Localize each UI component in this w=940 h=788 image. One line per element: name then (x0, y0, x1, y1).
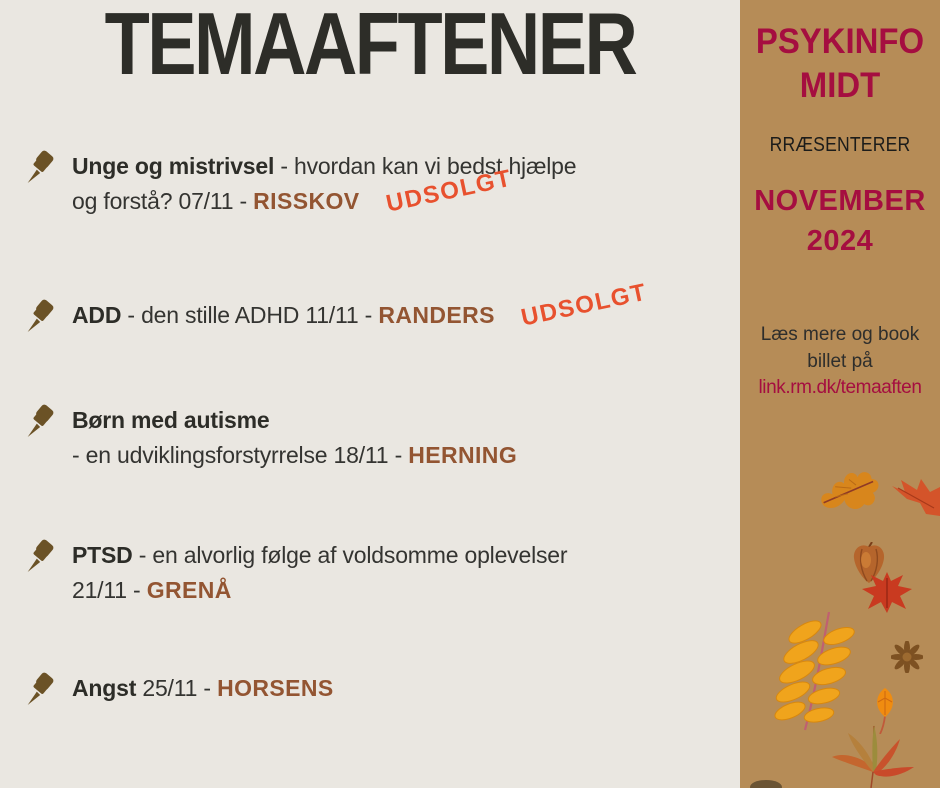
brand-title (746, 20, 934, 108)
month-title (740, 181, 940, 261)
event-date: og forstå? 07/11 - (72, 188, 254, 214)
pushpin-icon (26, 150, 56, 186)
maple-leaf-icon (860, 570, 914, 614)
event-item-add (26, 278, 650, 335)
event-location: HERNING (408, 442, 518, 468)
soldout-badge: UDSOLGT (518, 278, 650, 332)
event-date: 21/11 - (72, 577, 147, 603)
month-line2: 2024 (806, 225, 874, 257)
event-text (72, 671, 334, 706)
pushpin-icon (26, 539, 56, 575)
event-text (72, 403, 517, 473)
event-title: Børn med autisme (72, 407, 270, 433)
event-desc: - den stille ADHD 11/11 - (121, 302, 379, 328)
event-title: ADD (72, 302, 122, 328)
brand-line1: PSYKINFO (755, 22, 925, 61)
event-text (72, 278, 650, 333)
event-desc: - hvordan kan vi bedst hjælpe (274, 153, 577, 179)
sidebar (740, 0, 940, 788)
event-item-born-med-autisme (26, 403, 517, 473)
month-line1: NOVEMBER (754, 185, 926, 217)
event-item-ptsd (26, 538, 567, 608)
creeper-leaf-icon (828, 716, 918, 788)
event-location: RISSKOV (253, 188, 360, 214)
event-title: PTSD (72, 542, 133, 568)
pushpin-icon (26, 299, 56, 335)
event-item-angst (26, 671, 334, 708)
booking-line2: billet på (807, 351, 873, 372)
page-title: TEMAAFTENER (104, 0, 636, 93)
star-anise-icon (891, 641, 923, 673)
event-location: HORSENS (217, 675, 334, 701)
pushpin-icon (26, 404, 56, 440)
booking-line1: Læs mere og book (760, 324, 920, 345)
event-desc: - en alvorlig følge af voldsomme oplevelser (132, 542, 568, 568)
event-location: GRENÅ (146, 577, 232, 603)
leaf-scrap-icon (748, 778, 784, 788)
oak-leaf-icon (820, 466, 880, 522)
event-desc: 25/11 - (136, 675, 218, 701)
booking-text (740, 321, 940, 375)
presents-label: RRÆSENTERER (769, 134, 911, 156)
event-location: RANDERS (378, 302, 495, 328)
event-title: Unge og mistrivsel (72, 153, 275, 179)
event-text (72, 538, 567, 608)
event-item-unge-og-mistrivsel (26, 149, 576, 219)
red-leaf-icon (890, 478, 940, 518)
event-title: Angst (72, 675, 137, 701)
pushpin-icon (26, 672, 56, 708)
event-date: - en udviklingsforstyrrelse 18/11 - (72, 442, 409, 468)
brand-line2: MIDT (799, 66, 881, 105)
soldout-badge: UDSOLGT (383, 164, 514, 218)
booking-link[interactable]: link.rm.dk/temaaften (758, 377, 922, 398)
event-text (72, 149, 576, 219)
